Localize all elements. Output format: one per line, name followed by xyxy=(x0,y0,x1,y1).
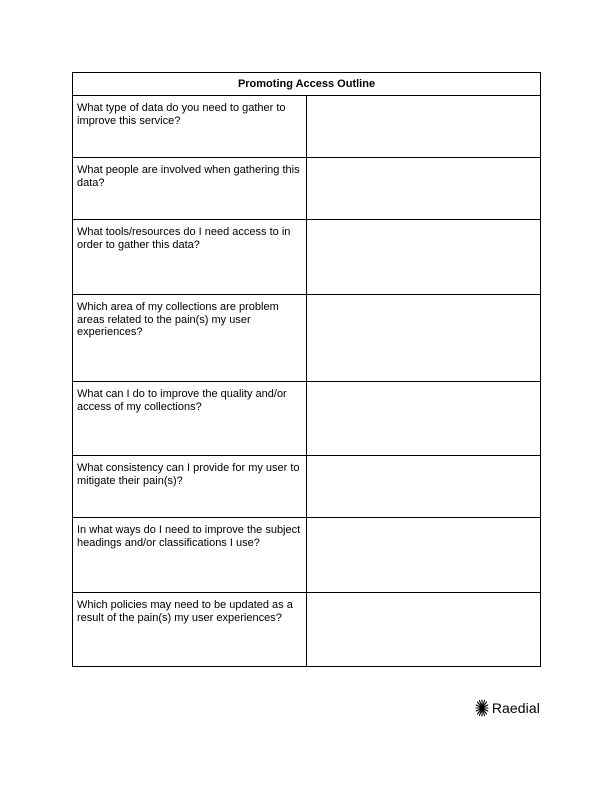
question-cell: Which area of my collections are problem areas related to the pain(s) my user experiences? xyxy=(73,295,307,382)
table-row xyxy=(73,96,541,158)
question-cell: In what ways do I need to improve the subject headings and/or classifications I use? xyxy=(73,518,307,593)
answer-cell[interactable] xyxy=(307,295,541,382)
table-row xyxy=(73,456,541,518)
table-row xyxy=(73,593,541,667)
answer-cell[interactable] xyxy=(307,382,541,456)
question-cell: Which policies may need to be updated as a result of the pain(s) my user experiences? xyxy=(73,593,307,667)
question-cell: What tools/resources do I need access to in order to gather this data? xyxy=(73,220,307,295)
table-row xyxy=(73,295,541,382)
table-row xyxy=(73,518,541,593)
question-cell: What can I do to improve the quality and/or access of my collections? xyxy=(73,382,307,456)
answer-cell[interactable] xyxy=(307,518,541,593)
logo-text: Raedial xyxy=(491,700,540,716)
answer-cell[interactable] xyxy=(307,593,541,667)
table-title: Promoting Access Outline xyxy=(73,73,541,96)
table-row xyxy=(73,220,541,295)
answer-cell[interactable] xyxy=(307,220,541,295)
answer-cell[interactable] xyxy=(307,158,541,220)
starburst-icon xyxy=(475,699,489,717)
answer-cell[interactable] xyxy=(307,96,541,158)
raedial-logo xyxy=(475,699,540,717)
question-cell: What people are involved when gathering this data? xyxy=(73,158,307,220)
outline-table xyxy=(72,72,541,667)
question-cell: What consistency can I provide for my user to mitigate their pain(s)? xyxy=(73,456,307,518)
question-cell: What type of data do you need to gather to improve this service? xyxy=(73,96,307,158)
answer-cell[interactable] xyxy=(307,456,541,518)
table-row xyxy=(73,382,541,456)
table-row xyxy=(73,158,541,220)
title-row xyxy=(73,73,541,96)
